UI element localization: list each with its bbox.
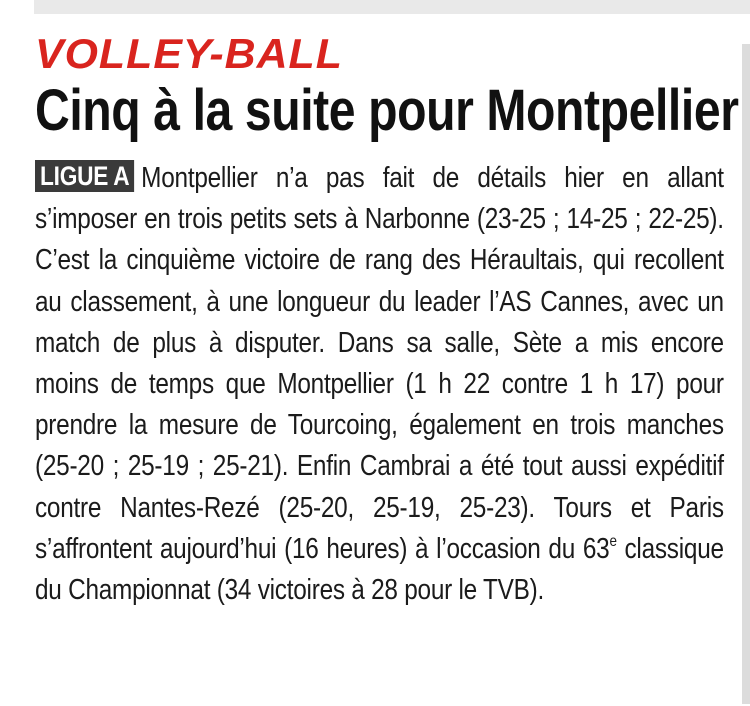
league-badge: LIGUE A — [35, 160, 134, 192]
ordinal-superscript: e — [609, 532, 617, 550]
article-body — [35, 158, 724, 611]
headline: Cinq à la suite pour Montpellier — [35, 78, 739, 143]
section-kicker: VOLLEY-BALL — [35, 30, 343, 77]
top-page-bar — [34, 0, 750, 14]
body-text-part-2: classique du Championnat (34 victoires à 28 pour le TVB). — [35, 532, 724, 607]
right-column-rule — [742, 44, 750, 704]
article — [35, 30, 739, 640]
body-text-part-1: Montpellier n’a pas fait de détails hier en allant s’imposer en trois petits sets à Narbonne (23-25 ; 14-25 ; 22-25). C’est la cinquième victoire de rang des Héraultais, qui recollent au classement, à une longueur du leader l’AS Cannes, avec un match de plus à disputer. Dans sa salle, Sète a mis encore moins de temps que Montpellier (1 h 22 contre 1 h 17) pour prendre la mesure de Tourcoing, également en trois manches (25-20 ; 25-19 ; 25-21). Enfin Cambrai a été tout aussi expéditif contre Nantes-Rezé (25-20, 25-19, 25-23). Tours et Paris s’affrontent aujourd’hui (16 heures) à l’occasion du 63 — [35, 162, 724, 565]
